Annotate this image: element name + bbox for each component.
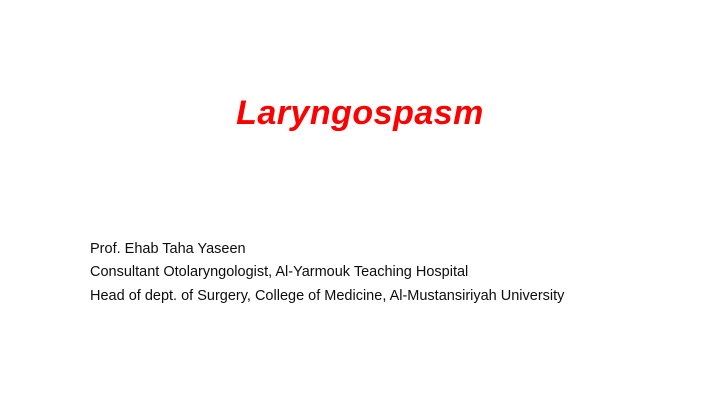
- page-title: Laryngospasm: [236, 94, 484, 132]
- presenter-details: [90, 238, 650, 308]
- presenter-name: Prof. Ehab Taha Yaseen: [90, 241, 246, 257]
- presenter-affiliation: Head of dept. of Surgery, College of Medicine, Al-Mustansiriyah University: [90, 287, 565, 304]
- presenter-role: Consultant Otolaryngologist, Al-Yarmouk Teaching Hospital: [90, 264, 469, 281]
